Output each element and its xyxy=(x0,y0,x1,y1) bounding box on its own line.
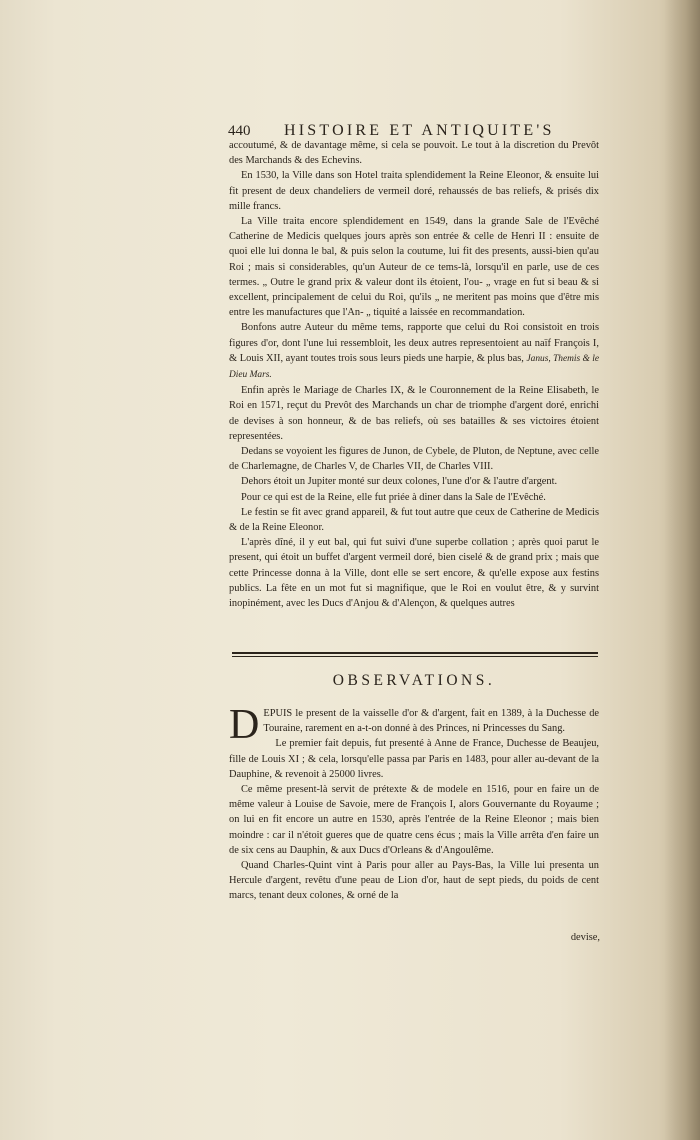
section-title: OBSERVATIONS. xyxy=(332,672,496,689)
catchword: devise, xyxy=(570,932,600,943)
paragraph: Dedans se voyoient les figures de Junon, de Cybele, de Pluton, de Neptune, avec celle de Charlemagne, de Charles V, de Charles VII, de Charles VIII. xyxy=(229,446,599,473)
main-text xyxy=(229,138,599,611)
paragraph-text: Bonfons autre Auteur du même tems, rapporte que celui du Roi consistoit en trois figures d'or, dont l'une lui ressembloit, les deux autres representoient au naïf François I, & Louis XII, ayant toutes trois sous leurs pieds une harpie, & plus bas, xyxy=(229,322,599,364)
observations-text xyxy=(229,702,599,904)
paragraph: Quand Charles-Quint vint à Paris pour aller au Pays-Bas, la Ville lui presenta un Hercule d'argent, revêtu d'une peau de Lion d'or, haut de sept pieds, du poids de cent marcs, tenant deux colones, & orné de la xyxy=(229,860,599,902)
paragraph: En 1530, la Ville dans son Hotel traita splendidement la Reine Eleonor, & ensuite lui fit present de deux chandeliers de vermeil doré, rehaussés de bas reliefs, & prisés dix mille francs. xyxy=(229,170,599,212)
paragraph xyxy=(229,320,599,383)
paragraph: La Ville traita encore splendidement en 1549, dans la grande Sale de l'Evêché Catherine de Medicis quelques jours après son entrée & celle de Henri II : ensuite de quoi elle lui donna le bal, & puis selon la coutume, lui fit des presents, aussi-bien qu'au Roi ; mais si considerables, qu'un Auteur de ce tems-là, lorsqu'il en parle, use de ces termes. „ Outre le grand prix & valeur dont ils étoient, l'ou- „ vrage en fut si beau & si excellent, principalement de celui du Roi, qu'ils „ ne meritent pas moins que d'être mis entre les manufactures que l'An- „ tiquité a laissée en recommandation. xyxy=(229,216,599,319)
paragraph: L'après dîné, il y eut bal, qui fut suivi d'une superbe collation ; après quoi parut le present, qui étoit un buffet d'argent vermeil doré, bien ciselé & de grand prix ; mais que cette Princesse donna à la Ville, dont elle se sert encore, & qu'elle expose aux festins publics. La fête en un mot fut si magnifique, que le Roi en voulut être, & y survint inopinément, avec les Ducs d'Anjou & d'Alençon, & quelques autres xyxy=(229,537,599,610)
paragraph: Enfin après le Mariage de Charles IX, & le Couronnement de la Reine Elisabeth, le Roi en 1571, reçut du Prevôt des Marchands un char de triomphe d'argent doré, enrichi de devises à son honneur, & de bas reliefs, où ses batailles & ses victoires étoient representées. xyxy=(229,385,599,442)
paragraph: Dehors étoit un Jupiter monté sur deux colones, l'une d'or & l'autre d'argent. xyxy=(241,476,558,488)
paragraph: accoutumé, & de davantage même, si cela se pouvoit. Le tout à la discretion du Prevôt des Marchands & des Echevins. xyxy=(229,140,599,167)
page-number: 440 xyxy=(228,123,251,139)
italic-names: Janus, Themis & le Dieu Mars. xyxy=(229,353,599,381)
paragraph: Ce même present-là servit de prétexte & de modele en 1516, pour en faire un de même valeur à Louise de Savoie, mere de François I, alors Gouvernante du Royaume ; on lui en fit encore un autre en 1530, après l'entrée de la Reine Eleonor ; mais bien moindre : car il n'étoit gueres que de quatre cens écus ; mais la Ville arrêta d'en faire un de six cens au Dauphin, & aux Ducs d'Orleans & d'Angoulême. xyxy=(229,784,599,856)
drop-cap: D xyxy=(229,702,260,748)
running-title: HISTOIRE ET ANTIQUITE'S xyxy=(284,122,555,139)
paragraph: Le premier fait depuis, fut presenté à Anne de France, Duchesse de Beaujeu, fille de Louis XI ; & cela, lorsqu'elle passa par Paris en 1483, pour aller au-devant de la Dauphine, & revenoit à 25000 livres. xyxy=(229,738,599,780)
paragraph xyxy=(229,702,599,748)
paragraph: Le festin se fit avec grand appareil, & fut tout autre que ceux de Catherine de Medicis & de la Reine Eleonor. xyxy=(229,506,599,534)
paragraph: Pour ce qui est de la Reine, elle fut priée à diner dans la Sale de l'Evêché. xyxy=(241,491,546,503)
paragraph-text: EPUIS le present de la vaisselle d'or & d'argent, fait en 1389, à la Duchesse de Touraine, rarement en a-t-on donné à des Princes, ni Princesses du Sang. xyxy=(263,708,599,735)
page-gutter-shadow xyxy=(664,0,700,1140)
section-rule xyxy=(232,652,598,657)
